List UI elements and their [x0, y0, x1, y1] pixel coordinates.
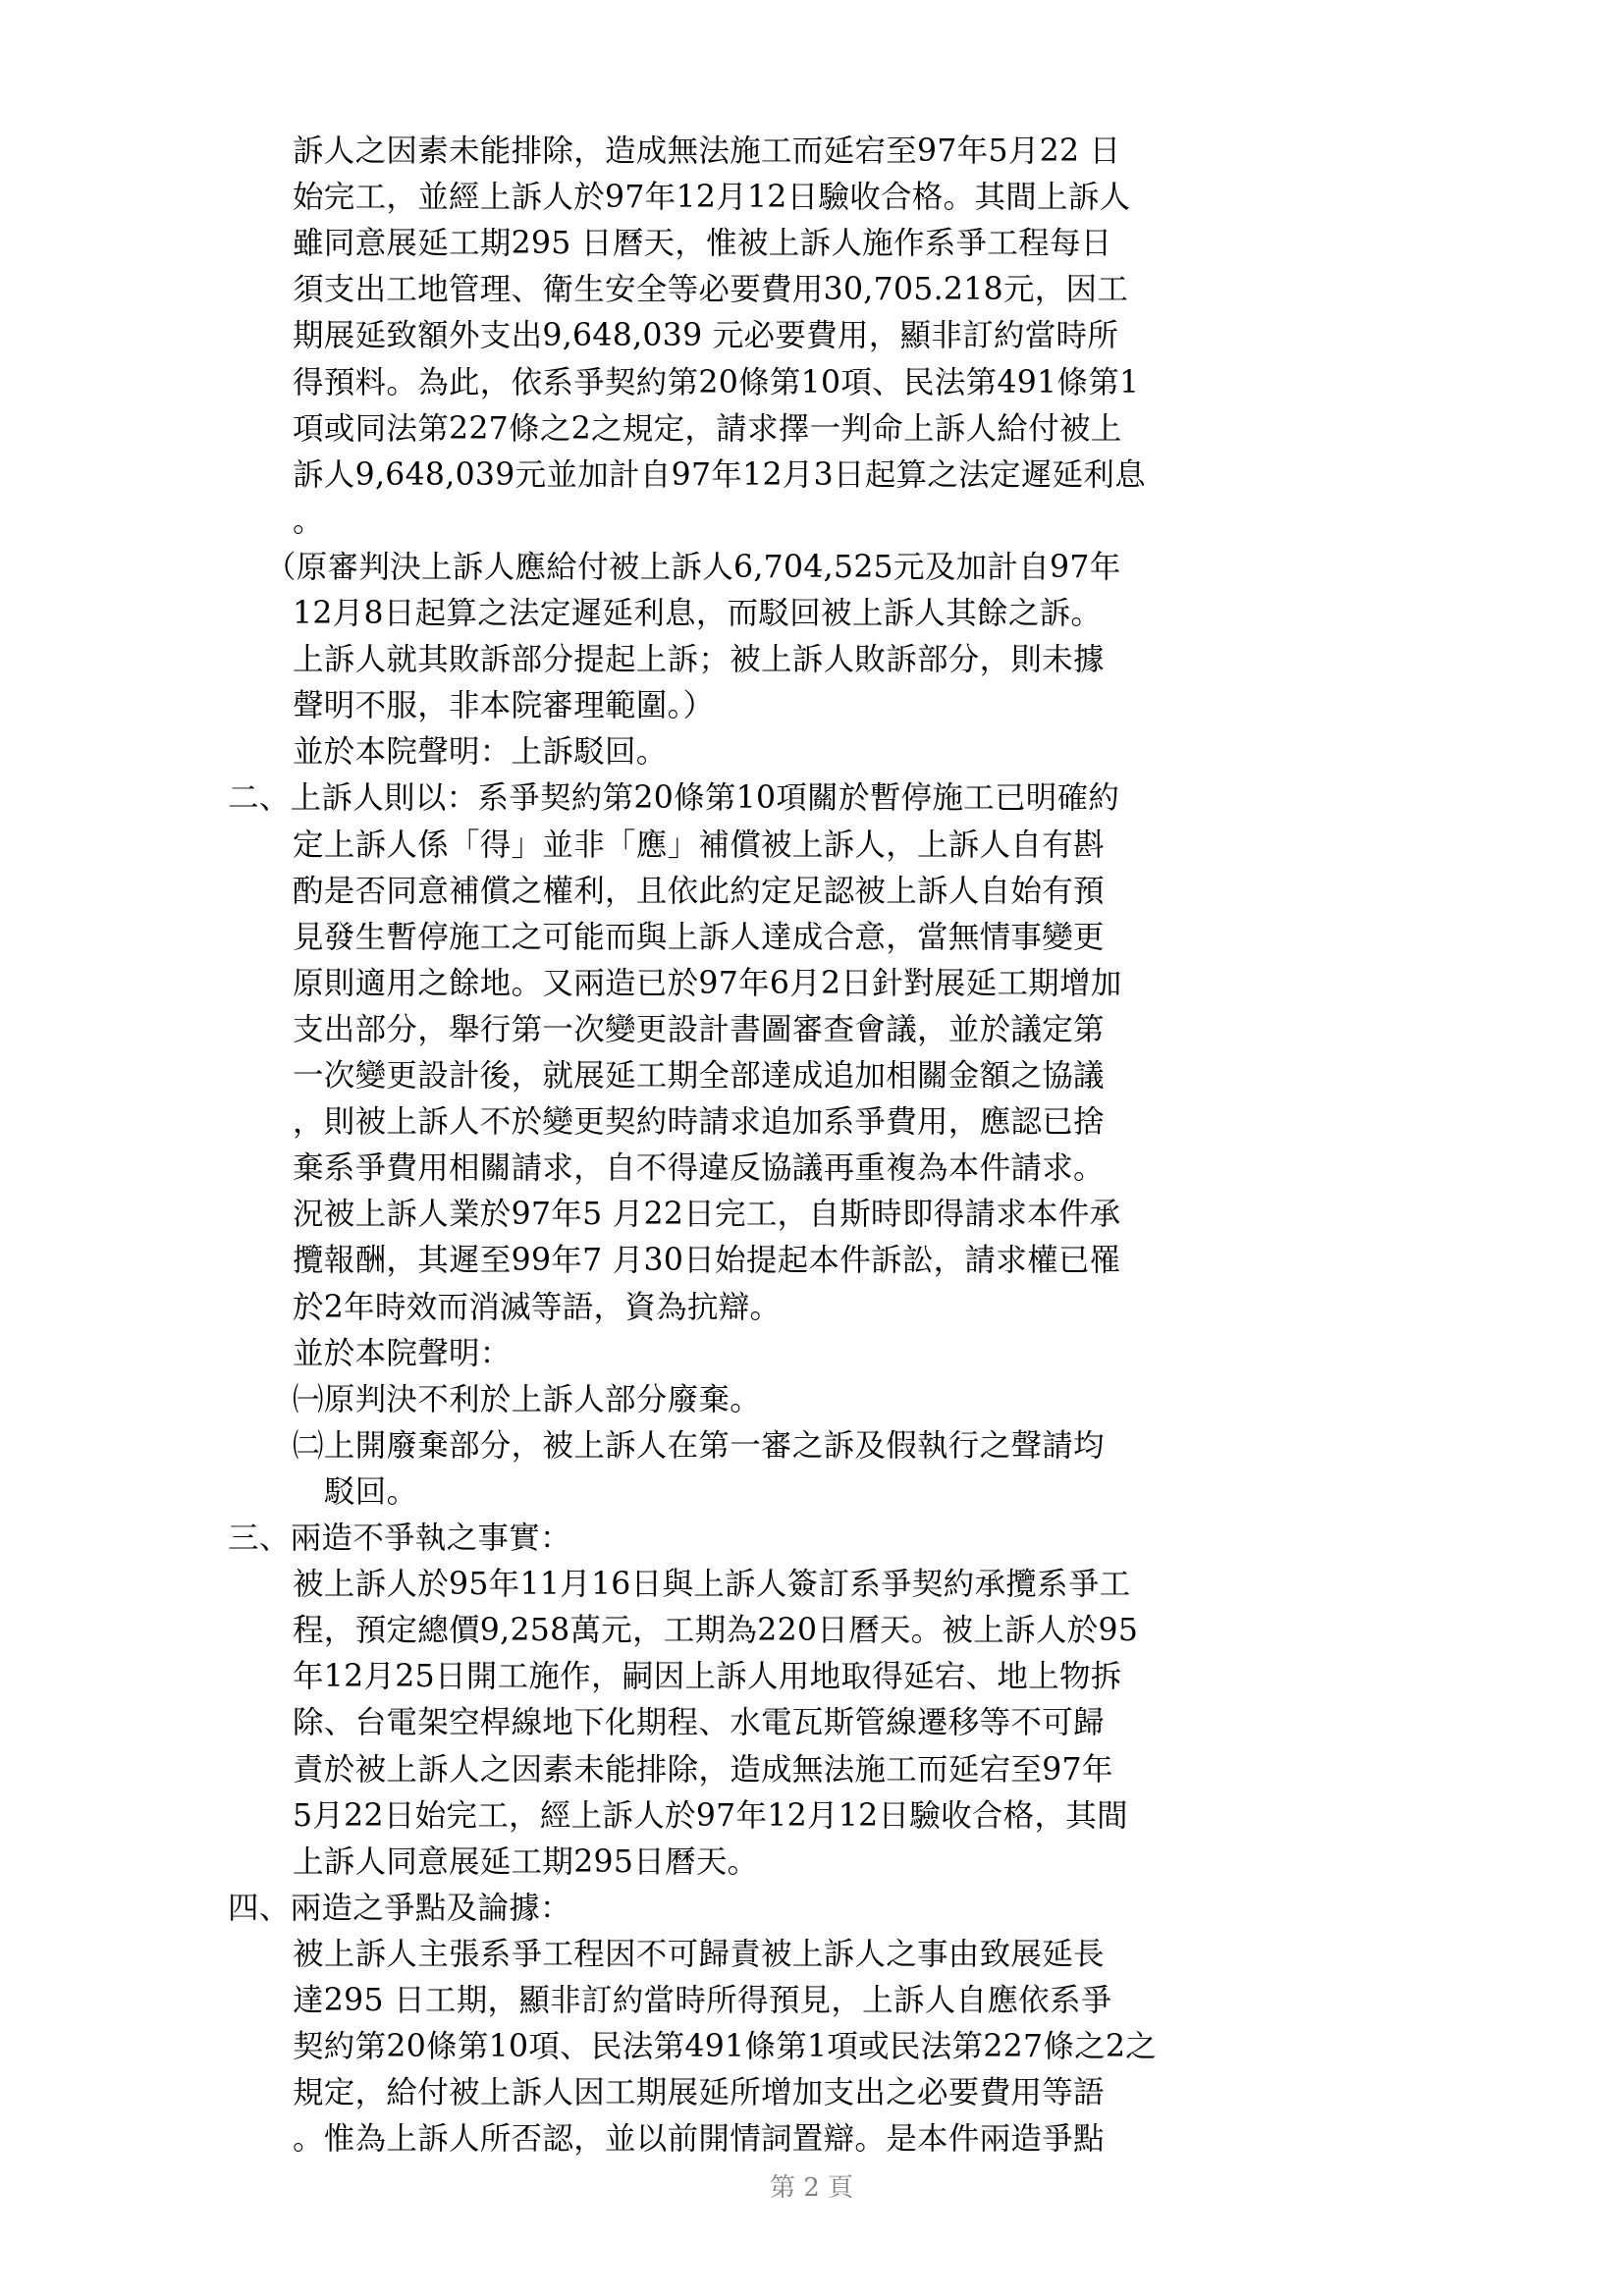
page-number: 第 2 頁: [769, 2173, 854, 2203]
text-line: 。: [293, 503, 324, 539]
text-line: ㈠原判決不利於上訴人部分廢棄。: [293, 1381, 762, 1417]
text-line: 定上訴人係「得」並非「應」補償被上訴人，上訴人自有斟: [293, 827, 1105, 863]
text-line: 項或同法第227條之2之規定，請求擇一判命上訴人給付被上: [293, 410, 1122, 447]
text-line: 於2年時效而消滅等語，資為抗辯。: [293, 1289, 782, 1325]
text-line: 年12月25日開工施作，嗣因上訴人用地取得延宕、地上物拆: [293, 1659, 1122, 1695]
text-line: 被上訴人於95年11月16日與上訴人簽訂系爭契約承攬系爭工: [293, 1567, 1131, 1603]
text-line: 契約第20條第10項、民法第491條第1項或民法第227條之2之: [293, 2029, 1158, 2065]
text-line: ，則被上訴人不於變更契約時請求追加系爭費用，應認已捨: [293, 1104, 1105, 1141]
text-line: 。惟為上訴人所否認，並以前開情詞置辯。是本件兩造爭點: [293, 2121, 1105, 2158]
text-line: 一次變更設計後，就展延工期全部達成追加相關金額之協議: [293, 1058, 1105, 1094]
text-line: （原審判決上訴人應給付被上訴人6,704,525元及加計自97年: [265, 549, 1121, 585]
text-line: 除、台電架空桿線地下化期程、水電瓦斯管線遷移等不可歸: [293, 1705, 1105, 1741]
text-line: 始完工，並經上訴人於97年12月12日驗收合格。其間上訴人: [293, 180, 1131, 216]
text-line: 達295 日工期，顯非訂約當時所得預見，上訴人自應依系爭: [293, 1983, 1112, 2018]
text-line: 被上訴人主張系爭工程因不可歸責被上訴人之事由致展延長: [293, 1936, 1105, 1972]
text-line: 駁回。: [324, 1473, 418, 1510]
text-line: 並於本院聲明：: [293, 1335, 512, 1371]
text-line: 況被上訴人業於97年5 月22日完工，自斯時即得請求本件承: [293, 1197, 1121, 1233]
text-line: 上訴人同意展延工期295日曆天。: [293, 1843, 759, 1880]
text-line: 三、兩造不爭執之事實：: [228, 1521, 571, 1556]
text-line: 規定，給付被上訴人因工期展延所增加支出之必要費用等語: [293, 2075, 1105, 2111]
text-line: 責於被上訴人之因素未能排除，造成無法施工而延宕至97年: [293, 1751, 1113, 1788]
text-line: 須支出工地管理、衛生安全等必要費用30,705.218元，因工: [293, 272, 1129, 308]
text-line: 支出部分，舉行第一次變更設計書圖審查會議，並於議定第: [293, 1011, 1105, 1047]
text-line: 上訴人就其敗訴部分提起上訴；被上訴人敗訴部分，則未據: [293, 642, 1105, 678]
text-line: 二、上訴人則以：系爭契約第20條第10項關於暫停施工已明確約: [228, 780, 1120, 817]
text-line: 棄系爭費用相關請求，自不得違反協議再重複為本件請求。: [293, 1150, 1105, 1187]
text-line: ㈡上開廢棄部分，被上訴人在第一審之訴及假執行之聲請均: [293, 1427, 1105, 1464]
text-line: 雖同意展延工期295 日曆天，惟被上訴人施作系爭工程每日: [293, 226, 1112, 262]
text-line: 期展延致額外支出9,648,039 元必要費用，顯非訂約當時所: [293, 318, 1119, 354]
text-line: 程，預定總價9,258萬元，工期為220日曆天。被上訴人於95: [293, 1613, 1139, 1649]
text-line: 原則適用之餘地。又兩造已於97年6月2日針對展延工期增加: [293, 965, 1122, 1001]
text-line: 12月8日起算之法定遲延利息，而駁回被上訴人其餘之訴。: [293, 596, 1103, 631]
text-line: 見發生暫停施工之可能而與上訴人達成合意，當無情事變更: [293, 919, 1105, 955]
text-line: 酌是否同意補償之權利，且依此約定足認被上訴人自始有預: [293, 873, 1105, 909]
text-line: 攬報酬，其遲至99年7 月30日始提起本件訴訟，請求權已罹: [293, 1243, 1121, 1279]
text-line: 並於本院聲明：上訴駁回。: [293, 734, 668, 771]
text-line: 訴人9,648,039元並加計自97年12月3日起算之法定遲延利息: [293, 456, 1146, 493]
text-line: 訴人之因素未能排除，造成無法施工而延宕至97年5月22 日: [293, 133, 1121, 169]
text-line: 5月22日始完工，經上訴人於97年12月12日驗收合格，其間: [293, 1797, 1128, 1834]
text-line: 得預料。為此，依系爭契約第20條第10項、民法第491條第1: [293, 364, 1140, 400]
text-line: 四、兩造之爭點及論據：: [228, 1890, 571, 1926]
text-line: 聲明不服，非本院審理範圍。）: [293, 688, 715, 724]
